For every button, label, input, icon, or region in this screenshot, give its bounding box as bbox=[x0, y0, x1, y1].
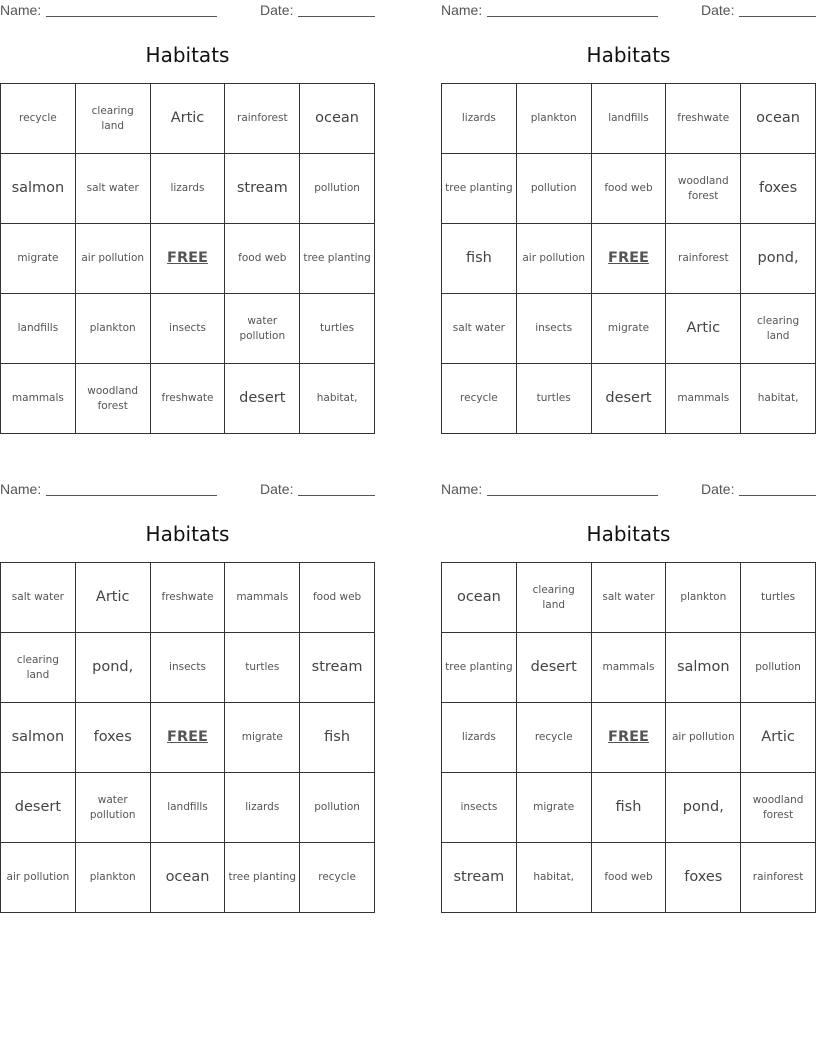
bingo-cell: fish bbox=[442, 224, 517, 294]
bingo-cell: desert bbox=[225, 364, 300, 434]
bingo-grid bbox=[441, 83, 816, 434]
bingo-cell: food web bbox=[592, 154, 667, 224]
bingo-cell: tree planting bbox=[442, 633, 517, 703]
bingo-cell: fish bbox=[300, 703, 375, 773]
bingo-cell: freshwate bbox=[666, 84, 741, 154]
bingo-cell: clearing land bbox=[741, 294, 816, 364]
bingo-cell: foxes bbox=[76, 703, 151, 773]
bingo-cell: tree planting bbox=[442, 154, 517, 224]
date-line bbox=[298, 16, 375, 17]
name-line bbox=[46, 16, 217, 17]
bingo-cell: salt water bbox=[442, 294, 517, 364]
bingo-cell: woodland forest bbox=[76, 364, 151, 434]
bingo-cell: lizards bbox=[151, 154, 226, 224]
bingo-cell: mammals bbox=[225, 563, 300, 633]
free-space: FREE bbox=[592, 224, 667, 294]
bingo-cell: turtles bbox=[517, 364, 592, 434]
bingo-cell: turtles bbox=[741, 563, 816, 633]
bingo-cell: mammals bbox=[592, 633, 667, 703]
card-header bbox=[441, 479, 816, 499]
bingo-cell: habitat, bbox=[300, 364, 375, 434]
name-label: Name: bbox=[441, 481, 483, 497]
bingo-cell: ocean bbox=[741, 84, 816, 154]
bingo-card bbox=[0, 479, 375, 914]
bingo-cell: insects bbox=[151, 294, 226, 364]
bingo-cell: freshwate bbox=[151, 563, 226, 633]
bingo-cell: ocean bbox=[442, 563, 517, 633]
card-title: Habitats bbox=[586, 522, 671, 546]
bingo-cell: salt water bbox=[76, 154, 151, 224]
bingo-cell: insects bbox=[442, 773, 517, 843]
free-space: FREE bbox=[151, 703, 226, 773]
card-title: Habitats bbox=[586, 43, 671, 67]
card-header bbox=[441, 0, 816, 20]
date-label: Date: bbox=[701, 481, 735, 497]
bingo-cell: recycle bbox=[517, 703, 592, 773]
bingo-cell: water pollution bbox=[76, 773, 151, 843]
date-line bbox=[298, 495, 375, 496]
free-space: FREE bbox=[592, 703, 667, 773]
bingo-cell: pond, bbox=[741, 224, 816, 294]
bingo-cell: fish bbox=[592, 773, 667, 843]
bingo-cell: insects bbox=[517, 294, 592, 364]
date-label: Date: bbox=[701, 2, 735, 18]
bingo-cell: Artic bbox=[741, 703, 816, 773]
bingo-cell: lizards bbox=[442, 703, 517, 773]
bingo-cell: air pollution bbox=[76, 224, 151, 294]
bingo-cell: plankton bbox=[517, 84, 592, 154]
bingo-cell: migrate bbox=[517, 773, 592, 843]
name-label: Name: bbox=[0, 2, 42, 18]
bingo-cell: turtles bbox=[225, 633, 300, 703]
bingo-cell: lizards bbox=[442, 84, 517, 154]
bingo-cell: tree planting bbox=[225, 843, 300, 913]
bingo-cell: salmon bbox=[1, 703, 76, 773]
bingo-card bbox=[0, 0, 375, 435]
bingo-cell: recycle bbox=[442, 364, 517, 434]
bingo-cell: turtles bbox=[300, 294, 375, 364]
bingo-cell: migrate bbox=[1, 224, 76, 294]
date-line bbox=[739, 16, 816, 17]
bingo-cell: stream bbox=[300, 633, 375, 703]
bingo-cell: migrate bbox=[592, 294, 667, 364]
bingo-cell: pollution bbox=[741, 633, 816, 703]
name-line bbox=[487, 16, 658, 17]
bingo-cell: pond, bbox=[76, 633, 151, 703]
bingo-cell: landfills bbox=[592, 84, 667, 154]
bingo-card bbox=[441, 0, 816, 435]
bingo-cell: foxes bbox=[666, 843, 741, 913]
bingo-cell: tree planting bbox=[300, 224, 375, 294]
bingo-cell: salt water bbox=[1, 563, 76, 633]
bingo-cell: landfills bbox=[1, 294, 76, 364]
bingo-cell: habitat, bbox=[517, 843, 592, 913]
bingo-cell: recycle bbox=[1, 84, 76, 154]
bingo-cell: salmon bbox=[1, 154, 76, 224]
bingo-cell: clearing land bbox=[517, 563, 592, 633]
date-label: Date: bbox=[260, 2, 294, 18]
name-label: Name: bbox=[0, 481, 42, 497]
bingo-cell: Artic bbox=[151, 84, 226, 154]
date-line bbox=[739, 495, 816, 496]
bingo-grid bbox=[0, 83, 375, 434]
bingo-cell: pollution bbox=[517, 154, 592, 224]
bingo-cell: plankton bbox=[76, 294, 151, 364]
bingo-cell: habitat, bbox=[741, 364, 816, 434]
bingo-cell: food web bbox=[300, 563, 375, 633]
bingo-cell: food web bbox=[225, 224, 300, 294]
bingo-cell: freshwate bbox=[151, 364, 226, 434]
bingo-cell: clearing land bbox=[1, 633, 76, 703]
bingo-cell: water pollution bbox=[225, 294, 300, 364]
bingo-cell: food web bbox=[592, 843, 667, 913]
bingo-cell: rainforest bbox=[666, 224, 741, 294]
bingo-cell: desert bbox=[1, 773, 76, 843]
bingo-cell: migrate bbox=[225, 703, 300, 773]
bingo-cell: air pollution bbox=[517, 224, 592, 294]
card-header bbox=[0, 479, 375, 499]
bingo-cell: insects bbox=[151, 633, 226, 703]
bingo-cell: lizards bbox=[225, 773, 300, 843]
bingo-cell: foxes bbox=[741, 154, 816, 224]
bingo-cell: plankton bbox=[76, 843, 151, 913]
bingo-grid bbox=[441, 562, 816, 913]
bingo-cell: rainforest bbox=[225, 84, 300, 154]
bingo-grid bbox=[0, 562, 375, 913]
free-space: FREE bbox=[151, 224, 226, 294]
bingo-cell: recycle bbox=[300, 843, 375, 913]
bingo-cell: mammals bbox=[666, 364, 741, 434]
bingo-cell: woodland forest bbox=[666, 154, 741, 224]
card-header bbox=[0, 0, 375, 20]
card-title: Habitats bbox=[145, 522, 230, 546]
bingo-cell: air pollution bbox=[1, 843, 76, 913]
date-label: Date: bbox=[260, 481, 294, 497]
bingo-cell: woodland forest bbox=[741, 773, 816, 843]
bingo-cell: clearing land bbox=[76, 84, 151, 154]
bingo-cell: desert bbox=[517, 633, 592, 703]
bingo-cell: pollution bbox=[300, 154, 375, 224]
bingo-cell: ocean bbox=[151, 843, 226, 913]
card-title: Habitats bbox=[145, 43, 230, 67]
bingo-cell: Artic bbox=[666, 294, 741, 364]
name-label: Name: bbox=[441, 2, 483, 18]
bingo-cell: salt water bbox=[592, 563, 667, 633]
bingo-cell: landfills bbox=[151, 773, 226, 843]
bingo-cell: rainforest bbox=[741, 843, 816, 913]
bingo-card bbox=[441, 479, 816, 914]
bingo-cell: pond, bbox=[666, 773, 741, 843]
bingo-cell: stream bbox=[225, 154, 300, 224]
bingo-cell: Artic bbox=[76, 563, 151, 633]
bingo-cell: air pollution bbox=[666, 703, 741, 773]
bingo-cell: stream bbox=[442, 843, 517, 913]
bingo-cell: salmon bbox=[666, 633, 741, 703]
bingo-cell: plankton bbox=[666, 563, 741, 633]
name-line bbox=[487, 495, 658, 496]
bingo-cell: ocean bbox=[300, 84, 375, 154]
bingo-cell: desert bbox=[592, 364, 667, 434]
name-line bbox=[46, 495, 217, 496]
bingo-cell: pollution bbox=[300, 773, 375, 843]
bingo-cell: mammals bbox=[1, 364, 76, 434]
